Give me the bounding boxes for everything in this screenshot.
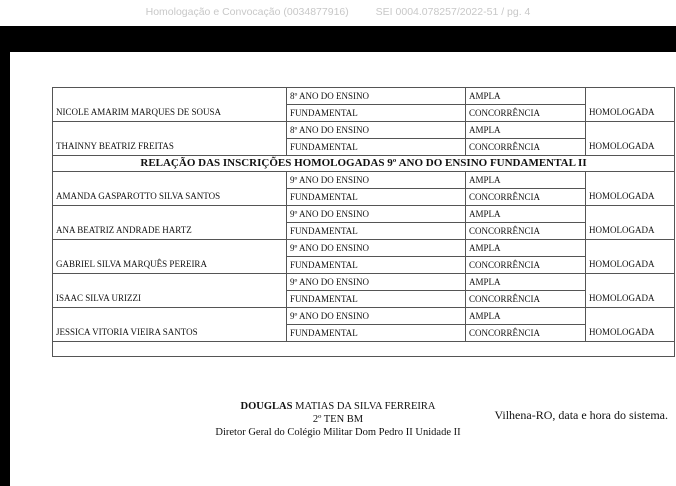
signature-block xyxy=(0,400,676,439)
place-date: Vilhena-RO, data e hora do sistema. xyxy=(494,408,668,422)
grade-level-line-1: 9º ANO DO ENSINO xyxy=(287,240,465,257)
grade-level xyxy=(287,206,466,240)
competition-type-line-1: AMPLA xyxy=(466,274,585,291)
section-heading-row xyxy=(53,156,675,172)
section-heading: RELAÇÃO DAS INSCRIÇÕES HOMOLOGADAS 9º ANO DO ENSINO FUNDAMENTAL II xyxy=(53,156,675,172)
grade-level-line-2: FUNDAMENTAL xyxy=(290,192,358,202)
table-row xyxy=(53,122,675,156)
competition-type-line-1: AMPLA xyxy=(466,240,585,257)
table-row xyxy=(53,172,675,206)
competition-type-line-1: AMPLA xyxy=(466,88,585,105)
status-cell: HOMOLOGADA xyxy=(586,240,675,274)
document-title: Homologação e Convocação (0034877916) xyxy=(145,6,349,18)
competition-type-line-2: CONCORRÊNCIA xyxy=(469,108,541,118)
grade-level xyxy=(287,172,466,206)
table-row xyxy=(53,274,675,308)
grade-level-line-1: 9º ANO DO ENSINO xyxy=(287,172,465,189)
grade-level-line-2: FUNDAMENTAL xyxy=(290,260,358,270)
competition-type xyxy=(466,172,586,206)
candidate-name: NICOLE AMARIM MARQUES DE SOUSA xyxy=(53,88,287,122)
candidate-name: GABRIEL SILVA MARQUÊS PEREIRA xyxy=(53,240,287,274)
grade-level-line-1: 9º ANO DO ENSINO xyxy=(287,274,465,291)
competition-type-line-2: CONCORRÊNCIA xyxy=(469,192,541,202)
signatory-first-name: DOUGLAS xyxy=(240,401,293,412)
table-row xyxy=(53,88,675,122)
competition-type-line-2: CONCORRÊNCIA xyxy=(469,142,541,152)
grade-level-line-2: FUNDAMENTAL xyxy=(290,328,358,338)
status-cell: HOMOLOGADA xyxy=(586,274,675,308)
signatory-rest-name: MATIAS DA SILVA FERREIRA xyxy=(292,401,436,412)
status-cell: HOMOLOGADA xyxy=(586,206,675,240)
competition-type-line-1: AMPLA xyxy=(466,122,585,139)
status-cell: HOMOLOGADA xyxy=(586,172,675,206)
grade-level-line-2: FUNDAMENTAL xyxy=(290,294,358,304)
competition-type xyxy=(466,206,586,240)
page-header-bar xyxy=(0,0,676,26)
grade-level xyxy=(287,308,466,342)
competition-type-line-2: CONCORRÊNCIA xyxy=(469,294,541,304)
status-cell: HOMOLOGADA xyxy=(586,122,675,156)
competition-type xyxy=(466,88,586,122)
grade-level-line-1: 9º ANO DO ENSINO xyxy=(287,206,465,223)
competition-type-line-2: CONCORRÊNCIA xyxy=(469,226,541,236)
table-empty-row xyxy=(53,342,675,357)
grade-level-line-1: 9º ANO DO ENSINO xyxy=(287,308,465,325)
competition-type xyxy=(466,274,586,308)
competition-type xyxy=(466,308,586,342)
candidate-name: AMANDA GASPAROTTO SILVA SANTOS xyxy=(53,172,287,206)
grade-level xyxy=(287,240,466,274)
competition-type xyxy=(466,240,586,274)
grade-level xyxy=(287,88,466,122)
table-row xyxy=(53,308,675,342)
competition-type-line-1: AMPLA xyxy=(466,172,585,189)
status-cell: HOMOLOGADA xyxy=(586,308,675,342)
candidate-name: ISAAC SILVA URIZZI xyxy=(53,274,287,308)
page-header xyxy=(0,6,676,18)
competition-type-line-2: CONCORRÊNCIA xyxy=(469,328,541,338)
candidate-name: ANA BEATRIZ ANDRADE HARTZ xyxy=(53,206,287,240)
grade-level-line-1: 8º ANO DO ENSINO xyxy=(287,88,465,105)
signatory-name xyxy=(0,400,676,413)
competition-type-line-2: CONCORRÊNCIA xyxy=(469,260,541,270)
competition-type-line-1: AMPLA xyxy=(466,308,585,325)
table-row xyxy=(53,240,675,274)
table-row xyxy=(53,206,675,240)
grade-level-line-1: 8º ANO DO ENSINO xyxy=(287,122,465,139)
registration-table xyxy=(52,87,675,357)
competition-type-line-1: AMPLA xyxy=(466,206,585,223)
grade-level xyxy=(287,122,466,156)
grade-level-line-2: FUNDAMENTAL xyxy=(290,108,358,118)
grade-level xyxy=(287,274,466,308)
grade-level-line-2: FUNDAMENTAL xyxy=(290,226,358,236)
grade-level-line-2: FUNDAMENTAL xyxy=(290,142,358,152)
signatory-role: Diretor Geral do Colégio Militar Dom Pedro II Unidade II xyxy=(215,427,461,438)
signatory-rank: 2º TEN BM xyxy=(312,414,364,425)
status-cell: HOMOLOGADA xyxy=(586,88,675,122)
candidate-name: THAINNY BEATRIZ FREITAS xyxy=(53,122,287,156)
candidate-name: JESSICA VITORIA VIEIRA SANTOS xyxy=(53,308,287,342)
competition-type xyxy=(466,122,586,156)
sei-reference: SEI 0004.078257/2022-51 / pg. 4 xyxy=(375,6,531,18)
